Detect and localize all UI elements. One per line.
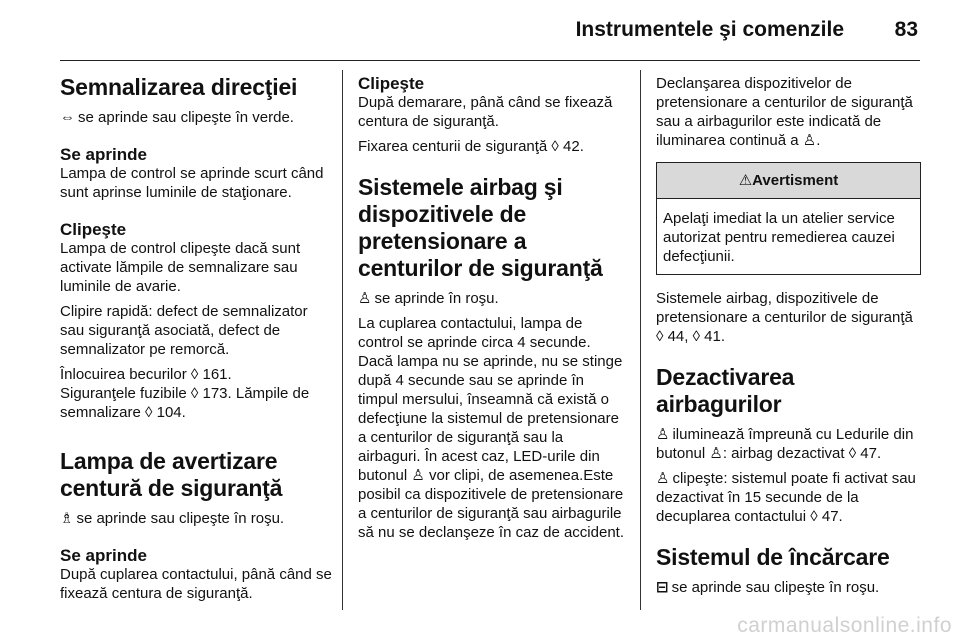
deactivation-text-1: [656, 425, 921, 463]
subheading-on: Se aprinde: [60, 145, 147, 164]
airbag-off-icon: ♙: [656, 426, 670, 443]
airbag-description: La cuplarea contactului, lampa de control se aprinde circa 4 secunde. Dacă lampa nu se aprinde, nu se stinge după 4 secunde sau se aprinde în timpul mersului, înseamnă că există o defecţiune la sistemul de pretensionare a centurilor de siguranţă sau la airbaguri. În acest caz, LED-urile din butonul ♙ vor clipi, de asemenea.Este posibil ca dispozitivele de pretensionare a centurilor de siguranţă sau airbagurile să nu se declanşeze în caz de accident.: [358, 315, 625, 541]
airbag-off-icon: ♙: [656, 470, 670, 487]
warning-triangle-icon: ⚠: [738, 172, 753, 189]
column-divider-2: [640, 70, 641, 610]
pretensioner-intro: Declanşarea dispozitivelor de pretensionare a centurilor de siguranţă sau a airbagurilor este indicată de iluminarea continuă a ♙.: [656, 75, 913, 149]
column-divider-1: [342, 70, 343, 610]
spacer: [656, 352, 921, 364]
airbag-system-reference: Sistemele airbag, dispozitivele de pretensionare a centurilor de siguranţă ◊ 44, ◊ 41.: [656, 290, 913, 345]
turn-signal-text: se aprinde sau clipeşte în verde.: [78, 109, 294, 126]
header-rule: [60, 60, 920, 61]
spacer: [60, 428, 332, 448]
warning-body: Apelaţi imediat la un atelier service autorizat pentru remedierea cauzei defecţiunii.: [663, 210, 895, 265]
spacer: [60, 133, 332, 145]
deactivation-text-2: [656, 469, 921, 526]
airbag-text: se aprinde în roşu.: [374, 290, 499, 307]
turn-signal-line: [60, 108, 332, 127]
turn-signal-blink-text: Lampa de control clipeşte dacă sunt activate lămpile de semnalizare sau luminile de avarie.: [60, 240, 301, 295]
column-1: [60, 74, 332, 609]
page-number: 83: [894, 18, 918, 41]
section-title-airbag: Sistemele airbag şi dispozitivele de pretensionare a centurilor de siguranţă: [358, 174, 603, 281]
seatbelt-on-text: După cuplarea contactului, până când se fixează centura de siguranţă.: [60, 566, 332, 602]
deactivation-p2: clipeşte: sistemul poate fi activat sau dezactivat în 15 secunde de la decuplarea contactului ◊ 47.: [656, 470, 916, 525]
watermark: carmanualsonline.info: [737, 614, 952, 637]
seatbelt-blink-text: După demarare, până când se fixează centura de siguranţă.: [358, 94, 613, 130]
spacer: [60, 534, 332, 546]
page-header: [60, 18, 920, 54]
turn-signal-on-text: Lampa de control se aprinde scurt când sunt aprinse luminile de staţionare.: [60, 165, 324, 201]
turn-signal-fast-text: Clipire rapidă: defect de semnalizator sau siguranţă asociată, defect de semnalizator pe remorcă.: [60, 303, 308, 358]
subheading-seatbelt-on: Se aprinde: [60, 546, 147, 565]
warning-title: Avertisment: [752, 172, 839, 189]
deactivation-p1: iluminează împreună cu Ledurile din butonul ♙: airbag dezactivat ◊ 47.: [656, 426, 914, 462]
header-title: Instrumentele şi comenzile: [575, 18, 844, 41]
section-title-airbag-deactivation: Dezactivarea airbagurilor: [656, 364, 795, 417]
section-title-charging: Sistemul de încărcare: [656, 544, 890, 570]
charging-line: [656, 578, 921, 597]
reference-block: [60, 365, 332, 422]
subheading-seatbelt-blink: Clipeşte: [358, 74, 425, 93]
spacer: [358, 162, 626, 174]
airbag-line: [358, 289, 626, 308]
seatbelt-text: se aprinde sau clipeşte în roşu.: [76, 510, 285, 527]
seatbelt-line: [60, 509, 332, 528]
section-title-seatbelt: Lampa de avertizare centură de siguranţă: [60, 448, 283, 501]
warning-header: [657, 163, 920, 199]
airbag-icon: ♙: [358, 290, 372, 307]
column-2: [358, 74, 626, 548]
seatbelt-fix-reference: Fixarea centurii de siguranţă ◊ 42.: [358, 138, 584, 155]
column-3: [656, 74, 921, 603]
bulbs-reference: Înlocuirea becurilor ◊ 161.: [60, 366, 232, 383]
warning-box: [656, 162, 921, 275]
turn-signal-icon: ⇔: [60, 109, 75, 126]
fuses-reference: Siguranţele fuzibile ◊ 173. Lămpile de semnalizare ◊ 104.: [60, 385, 310, 421]
charging-text: se aprinde sau clipeşte în roşu.: [671, 579, 880, 596]
spacer: [656, 532, 921, 544]
battery-icon: ⊟: [656, 579, 669, 596]
subheading-blink: Clipeşte: [60, 220, 127, 239]
spacer: [60, 208, 332, 220]
section-title-turn-signal: Semnalizarea direcţiei: [60, 74, 298, 100]
seatbelt-icon: ♗: [60, 510, 74, 527]
